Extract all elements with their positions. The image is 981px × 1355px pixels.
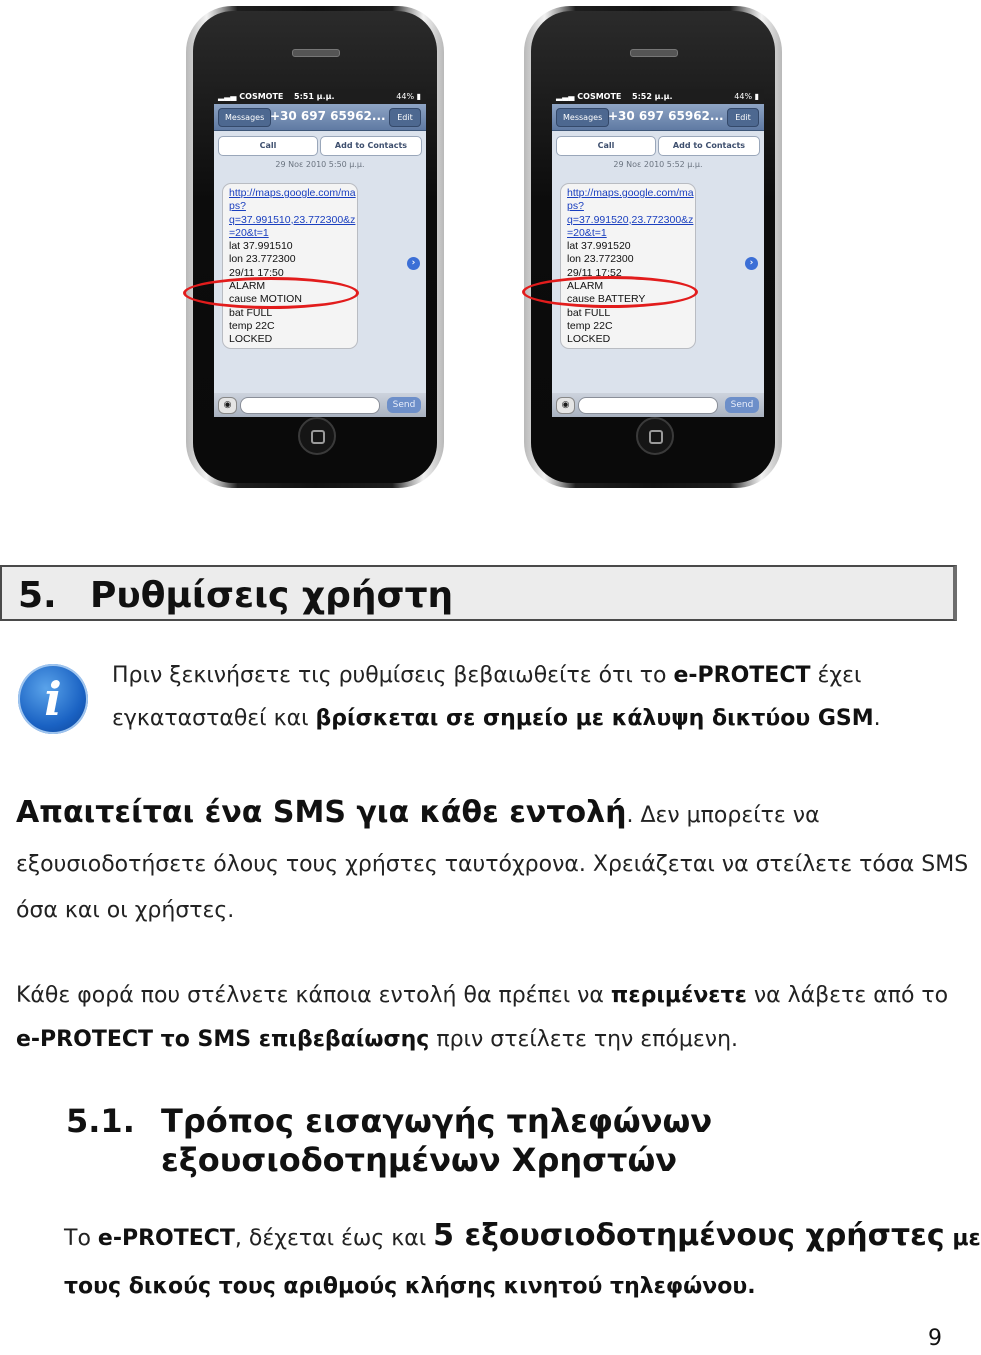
- camera-icon[interactable]: ◉: [218, 397, 237, 414]
- carrier-name: COSMOTE: [577, 92, 622, 101]
- sms-line[interactable]: ps?: [567, 200, 584, 213]
- battery-level: 44% ▮: [396, 92, 421, 101]
- para3-line-2: τους δικούς τους αριθμούς κλήσης κινητού τηλεφώνου.: [64, 1274, 756, 1299]
- sms-line[interactable]: ps?: [229, 200, 246, 213]
- five-users-emphasis: 5 εξουσιοδοτημένους χρήστες: [433, 1218, 945, 1253]
- subsection-title-line-2: εξουσιοδοτημένων Χρηστών: [161, 1141, 678, 1179]
- highlight-ellipse: [522, 276, 698, 308]
- disclosure-arrow-icon[interactable]: ›: [407, 257, 420, 270]
- info-line-2: εγκατασταθεί και βρίσκεται σε σημείο με κάλυψη δικτύου GSM.: [112, 706, 881, 731]
- phone-screen: [552, 89, 764, 417]
- para1-lead: Απαιτείται ένα SMS για κάθε εντολή: [16, 795, 627, 830]
- para2-line-1: Κάθε φορά που στέλνετε κάποια εντολή θα πρέπει να περιμένετε να λάβετε από το: [16, 983, 949, 1008]
- disclosure-arrow-icon[interactable]: ›: [745, 257, 758, 270]
- sms-line[interactable]: q=37.991510,23.772300&z: [229, 213, 356, 226]
- sms-line: lat 37.991510: [229, 240, 293, 253]
- sms-line: lon 23.772300: [567, 253, 634, 266]
- phone-screen: [214, 89, 426, 417]
- sms-line: lon 23.772300: [229, 253, 296, 266]
- sms-line[interactable]: =20&t=1: [229, 226, 269, 239]
- sms-line: bat FULL: [229, 306, 273, 319]
- phone-body: [193, 11, 437, 483]
- message-input[interactable]: [578, 397, 718, 414]
- para2-line-2: e-PROTECT το SMS επιβεβαίωσης πριν στείλετε την επόμενη.: [16, 1027, 739, 1052]
- signal-icon: ▂▃▄: [218, 92, 237, 101]
- sms-line: bat FULL: [567, 306, 611, 319]
- message-input-bar: [214, 393, 426, 417]
- contact-title: +30 697 65962...: [608, 109, 724, 123]
- signal-icon: ▂▃▄: [556, 92, 575, 101]
- add-to-contacts-button[interactable]: Add to Contacts: [320, 136, 422, 156]
- nav-bar: [214, 104, 426, 131]
- product-name: e-PROTECT: [673, 663, 811, 688]
- back-button[interactable]: Messages: [556, 108, 609, 127]
- subsection-number: 5.1.: [66, 1102, 135, 1140]
- phone-screenshot-left: [186, 6, 444, 488]
- gsm-coverage-note: βρίσκεται σε σημείο με κάλυψη δικτύου GSM: [315, 706, 874, 731]
- info-line-1: Πριν ξεκινήσετε τις ρυθμίσεις βεβαιωθείτε ότι το e-PROTECT έχει: [112, 663, 862, 688]
- call-button[interactable]: Call: [556, 136, 656, 156]
- para1-line-3: όσα και οι χρήστες.: [16, 898, 235, 923]
- wait-emphasis: περιμένετε: [610, 983, 747, 1008]
- sms-line: lat 37.991520: [567, 240, 631, 253]
- phone-body: [531, 11, 775, 483]
- carrier-name: COSMOTE: [239, 92, 284, 101]
- status-time: 5:52 μ.μ.: [632, 92, 673, 101]
- sms-line: LOCKED: [229, 333, 273, 346]
- home-button[interactable]: [298, 417, 336, 455]
- sms-line: ALARM: [567, 280, 604, 293]
- sms-line: 29/11 17:50: [229, 266, 284, 279]
- status-bar: [552, 89, 764, 104]
- sms-bubble: [560, 183, 696, 349]
- camera-icon[interactable]: ◉: [556, 397, 575, 414]
- subsection-title-line-1: Τρόπος εισαγωγής τηλεφώνων: [161, 1102, 713, 1140]
- home-button[interactable]: [636, 417, 674, 455]
- sms-line: temp 22C: [229, 319, 275, 332]
- status-bar: [214, 89, 426, 104]
- edit-button[interactable]: Edit: [389, 108, 421, 127]
- contact-actions: [552, 131, 764, 159]
- sms-line[interactable]: q=37.991520,23.772300&z: [567, 213, 694, 226]
- battery-icon: ▮: [754, 92, 759, 101]
- section-title: [18, 575, 453, 616]
- call-button[interactable]: Call: [218, 136, 318, 156]
- sms-line[interactable]: http://maps.google.com/ma: [567, 187, 694, 199]
- speaker-grille: [630, 49, 678, 57]
- sms-bubble: [222, 183, 358, 349]
- phone-screenshot-right: [524, 6, 782, 488]
- contact-title: +30 697 65962...: [270, 109, 386, 123]
- confirmation-sms-emphasis: e-PROTECT το SMS επιβεβαίωσης: [16, 1027, 430, 1052]
- sms-line[interactable]: http://maps.google.com/ma: [229, 187, 356, 199]
- section-title-text: Ρυθμίσεις χρήστη: [90, 575, 454, 616]
- back-button[interactable]: Messages: [218, 108, 271, 127]
- send-button[interactable]: Send: [725, 397, 759, 413]
- sms-line: 29/11 17:52: [567, 266, 622, 279]
- add-to-contacts-button[interactable]: Add to Contacts: [658, 136, 760, 156]
- sms-line: cause BATTERY: [567, 293, 646, 306]
- sms-line: cause MOTION: [229, 293, 302, 306]
- message-date: 29 Νοε 2010 5:52 μ.μ.: [613, 160, 703, 169]
- status-time: 5:51 μ.μ.: [294, 92, 335, 101]
- send-button[interactable]: Send: [387, 397, 421, 413]
- carrier-label: [556, 89, 621, 104]
- message-input[interactable]: [240, 397, 380, 414]
- carrier-label: [218, 89, 283, 104]
- edit-button[interactable]: Edit: [727, 108, 759, 127]
- nav-bar: [552, 104, 764, 131]
- sms-line: temp 22C: [567, 319, 613, 332]
- info-icon: i: [18, 664, 88, 734]
- highlight-ellipse: [183, 277, 359, 309]
- battery-level: 44% ▮: [734, 92, 759, 101]
- para1-line-1: Απαιτείται ένα SMS για κάθε εντολή. Δεν μπορείτε να: [16, 795, 820, 830]
- para3-line-1: Το e-PROTECT, δέχεται έως και 5 εξουσιοδοτημένους χρήστες με: [64, 1218, 981, 1253]
- page-number: 9: [928, 1326, 942, 1351]
- sms-line[interactable]: =20&t=1: [567, 226, 607, 239]
- message-input-bar: [552, 393, 764, 417]
- section-heading: [0, 565, 957, 621]
- message-date: 29 Νοε 2010 5:50 μ.μ.: [275, 160, 365, 169]
- sms-line: ALARM: [229, 280, 266, 293]
- battery-icon: ▮: [416, 92, 421, 101]
- sms-line: LOCKED: [567, 333, 611, 346]
- para1-line-2: εξουσιοδοτήσετε όλους τους χρήστες ταυτόχρονα. Χρειάζεται να στείλετε τόσα SMS: [16, 852, 969, 877]
- speaker-grille: [292, 49, 340, 57]
- contact-actions: [214, 131, 426, 159]
- section-number: 5.: [18, 575, 57, 616]
